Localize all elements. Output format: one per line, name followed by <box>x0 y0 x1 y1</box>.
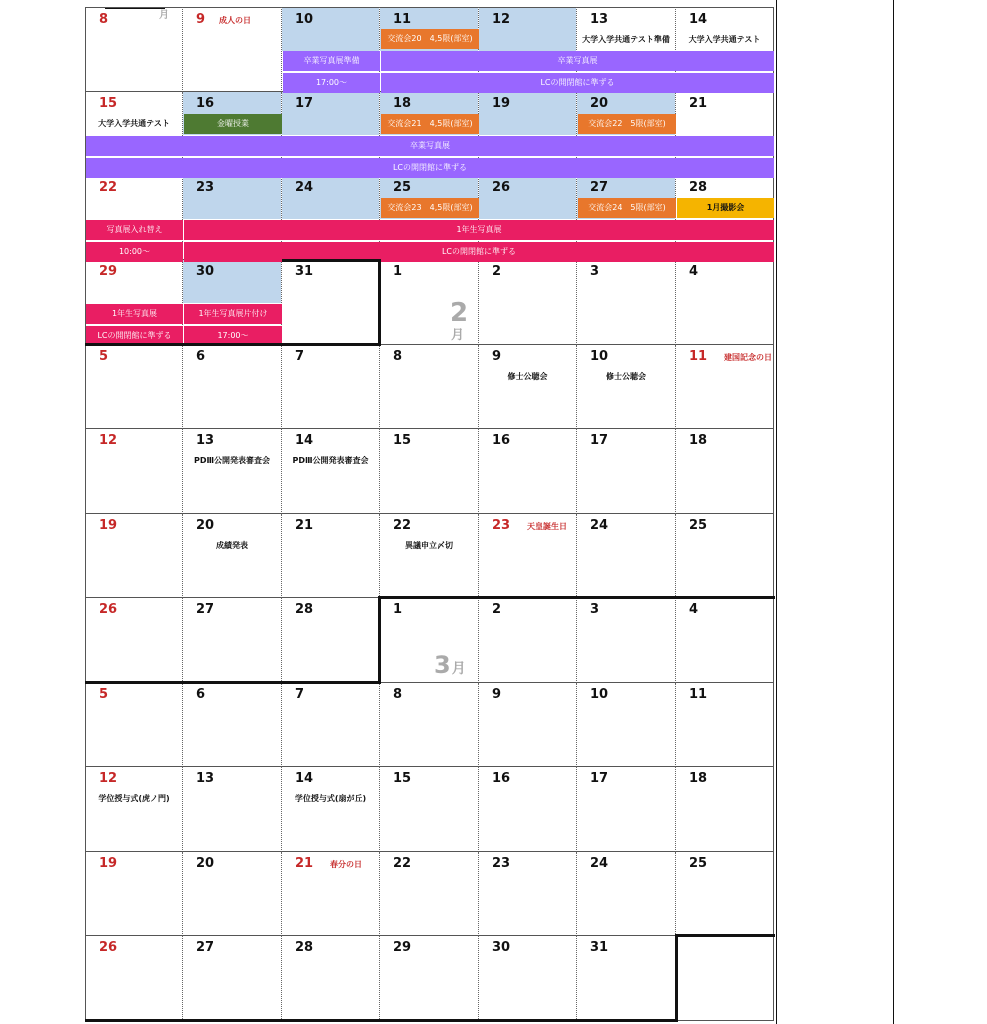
day-number: 23 <box>196 180 215 195</box>
calendar-day-cell[interactable] <box>676 852 774 936</box>
month-boundary-line <box>85 681 381 684</box>
calendar-day-cell[interactable] <box>183 345 282 429</box>
event-bar[interactable]: 交流会21 4,5限(部室) <box>381 114 479 134</box>
day-number: 10 <box>590 349 609 364</box>
calendar-day-cell[interactable] <box>577 767 676 852</box>
event-bar[interactable]: 1年生写真展片付け <box>184 304 282 324</box>
day-number: 26 <box>492 180 511 195</box>
calendar-day-cell[interactable] <box>479 429 577 514</box>
day-number: 25 <box>393 180 412 195</box>
month-boundary-line <box>85 343 381 346</box>
day-number: 20 <box>196 856 215 871</box>
calendar-day-cell[interactable] <box>676 936 774 1021</box>
day-number: 21 <box>295 856 314 871</box>
month-unit: 月 <box>451 328 465 343</box>
day-number: 25 <box>689 856 708 871</box>
day-number: 27 <box>590 180 609 195</box>
calendar-day-cell[interactable] <box>282 345 380 429</box>
month-boundary-line <box>676 934 775 937</box>
calendar-day-cell[interactable] <box>183 7 282 92</box>
calendar-day-cell[interactable] <box>380 345 479 429</box>
calendar-day-cell[interactable] <box>183 598 282 683</box>
day-number: 26 <box>99 602 118 617</box>
calendar-day-cell[interactable] <box>380 767 479 852</box>
day-number: 17 <box>295 96 314 111</box>
day-number: 19 <box>492 96 511 111</box>
calendar-day-cell[interactable] <box>282 683 380 767</box>
event-bar[interactable]: LCの開閉館に準ずる <box>184 242 774 262</box>
calendar-day-cell[interactable] <box>282 260 380 345</box>
day-number: 13 <box>196 771 215 786</box>
day-number: 28 <box>295 940 314 955</box>
divider <box>105 8 165 9</box>
event-bar[interactable]: LCの開閉館に準ずる <box>86 326 183 346</box>
calendar-day-cell[interactable] <box>577 345 676 429</box>
day-number: 27 <box>196 940 215 955</box>
day-event-label: PDⅢ公開発表審査会 <box>292 456 369 465</box>
calendar-day-cell[interactable] <box>676 683 774 767</box>
event-bar[interactable]: 10:00～ <box>86 242 183 262</box>
calendar-day-cell[interactable] <box>282 767 380 852</box>
page-divider <box>776 0 777 1024</box>
day-number: 25 <box>689 518 708 533</box>
day-number: 6 <box>196 349 206 364</box>
day-event-label: PDⅢ公開発表審査会 <box>193 456 271 465</box>
day-number: 1 <box>393 602 403 617</box>
day-number: 5 <box>99 687 109 702</box>
month-boundary-line <box>378 259 381 346</box>
day-event-label: 大学入学共通テスト準備 <box>582 35 670 44</box>
event-bar[interactable]: 卒業写真展 <box>86 136 774 156</box>
day-number: 27 <box>196 602 215 617</box>
day-number: 9 <box>492 349 502 364</box>
event-bar[interactable]: 17:00～ <box>184 326 282 346</box>
day-number: 3 <box>590 602 600 617</box>
calendar-day-cell[interactable] <box>380 852 479 936</box>
calendar-day-cell[interactable] <box>479 852 577 936</box>
calendar-day-cell[interactable] <box>282 936 380 1021</box>
day-number: 22 <box>99 180 118 195</box>
day-number: 11 <box>689 687 708 702</box>
calendar-day-cell[interactable] <box>577 429 676 514</box>
calendar-day-cell[interactable] <box>479 260 577 345</box>
calendar-day-cell[interactable] <box>282 598 380 683</box>
day-number: 15 <box>99 96 118 111</box>
calendar-day-cell[interactable] <box>479 598 577 683</box>
day-number: 16 <box>492 433 511 448</box>
day-number: 6 <box>196 687 206 702</box>
day-number: 5 <box>99 349 109 364</box>
calendar-day-cell[interactable] <box>183 683 282 767</box>
month-boundary-line <box>675 934 678 1022</box>
day-number: 10 <box>295 12 314 27</box>
calendar-day-cell[interactable] <box>380 514 479 598</box>
day-number: 12 <box>492 12 511 27</box>
calendar-day-cell[interactable] <box>479 514 577 598</box>
month-marker <box>434 651 466 679</box>
day-number: 23 <box>492 518 511 533</box>
day-number: 20 <box>196 518 215 533</box>
calendar-day-cell[interactable] <box>479 767 577 852</box>
calendar-day-cell[interactable] <box>282 514 380 598</box>
event-bar[interactable]: 交流会23 4,5限(部室) <box>381 198 479 218</box>
day-number: 26 <box>99 940 118 955</box>
calendar-day-cell[interactable] <box>183 767 282 852</box>
calendar-day-cell[interactable] <box>577 260 676 345</box>
month-unit: 月 <box>451 661 466 677</box>
calendar-day-cell[interactable] <box>479 683 577 767</box>
calendar-day-cell[interactable] <box>183 429 282 514</box>
holiday-label: 天皇誕生日 <box>527 522 567 531</box>
calendar-day-cell[interactable] <box>85 598 183 683</box>
day-event-label: 学位授与式(扇が丘) <box>294 794 367 803</box>
day-number: 17 <box>590 433 609 448</box>
day-number: 18 <box>393 96 412 111</box>
day-number: 4 <box>689 602 699 617</box>
day-number: 30 <box>196 264 215 279</box>
month-marker <box>158 3 169 22</box>
day-number: 30 <box>492 940 511 955</box>
calendar-day-cell[interactable] <box>380 936 479 1021</box>
event-bar[interactable]: 1年生写真展 <box>184 220 774 240</box>
month-number: 2 <box>450 298 469 328</box>
calendar-day-cell[interactable] <box>183 514 282 598</box>
day-number: 1 <box>393 264 403 279</box>
month-marker <box>450 298 468 343</box>
day-number: 10 <box>590 687 609 702</box>
month-boundary-line <box>378 596 381 683</box>
day-number: 29 <box>99 264 118 279</box>
day-number: 28 <box>295 602 314 617</box>
day-number: 19 <box>99 518 118 533</box>
calendar-day-cell[interactable] <box>380 683 479 767</box>
day-number: 29 <box>393 940 412 955</box>
calendar-day-cell[interactable] <box>183 852 282 936</box>
day-number: 14 <box>689 12 708 27</box>
event-bar[interactable]: LCの開閉館に準ずる <box>86 158 774 178</box>
day-number: 20 <box>590 96 609 111</box>
day-number: 14 <box>295 433 314 448</box>
day-number: 31 <box>590 940 609 955</box>
day-event-label: 修士公聴会 <box>606 372 646 381</box>
day-number: 24 <box>590 856 609 871</box>
calendar-day-cell[interactable] <box>676 514 774 598</box>
month-boundary-line <box>282 259 381 262</box>
calendar-day-cell[interactable] <box>676 429 774 514</box>
event-bar[interactable]: 交流会22 5限(部室) <box>578 114 676 134</box>
calendar-day-cell[interactable] <box>577 514 676 598</box>
event-bar[interactable]: 1月撮影会 <box>677 198 774 218</box>
calendar-day-cell[interactable] <box>676 598 774 683</box>
event-bar[interactable]: 1年生写真展 <box>86 304 183 324</box>
day-number: 22 <box>393 856 412 871</box>
day-number: 15 <box>393 433 412 448</box>
calendar-day-cell[interactable] <box>85 345 183 429</box>
day-number: 16 <box>492 771 511 786</box>
calendar-day-cell[interactable] <box>380 429 479 514</box>
day-number: 17 <box>590 771 609 786</box>
calendar-day-cell[interactable] <box>85 514 183 598</box>
calendar-day-cell[interactable] <box>85 767 183 852</box>
event-bar[interactable]: 17:00～ <box>283 73 380 93</box>
day-event-label: 異議申立〆切 <box>405 541 453 550</box>
page-divider <box>893 0 894 1024</box>
event-bar[interactable]: 卒業写真展 <box>381 51 774 71</box>
day-number: 7 <box>295 687 305 702</box>
calendar-day-cell[interactable] <box>676 260 774 345</box>
calendar-day-cell[interactable] <box>479 345 577 429</box>
day-event-label: 大学入学共通テスト <box>688 35 761 44</box>
event-bar[interactable]: LCの開閉館に準ずる <box>381 73 774 93</box>
day-number: 2 <box>492 264 502 279</box>
day-event-label: 成績発表 <box>216 541 248 550</box>
calendar-day-cell[interactable] <box>85 936 183 1021</box>
day-number: 15 <box>393 771 412 786</box>
month-boundary-line <box>85 1019 677 1022</box>
day-number: 21 <box>295 518 314 533</box>
calendar-day-cell[interactable] <box>577 683 676 767</box>
day-number: 13 <box>196 433 215 448</box>
day-event-label: 学位授与式(虎ノ門) <box>98 794 170 803</box>
holiday-label: 建国記念の日 <box>724 353 772 362</box>
event-bar[interactable]: 写真展入れ替え <box>86 220 183 240</box>
calendar-day-cell[interactable] <box>577 936 676 1021</box>
day-number: 23 <box>492 856 511 871</box>
event-bar[interactable]: 交流会20 4,5限(部室) <box>381 29 479 49</box>
day-number: 8 <box>99 12 109 27</box>
calendar-day-cell[interactable] <box>577 598 676 683</box>
day-number: 12 <box>99 433 118 448</box>
day-number: 8 <box>393 349 403 364</box>
event-bar[interactable]: 金曜授業 <box>184 114 282 134</box>
day-event-label: 大学入学共通テスト <box>98 119 170 128</box>
calendar-day-cell[interactable] <box>676 345 774 429</box>
holiday-label: 成人の日 <box>219 16 251 25</box>
day-number: 16 <box>196 96 215 111</box>
month-number: 3 <box>434 651 451 679</box>
calendar-day-cell[interactable] <box>282 852 380 936</box>
day-number: 8 <box>393 687 403 702</box>
day-number: 11 <box>393 12 412 27</box>
day-number: 2 <box>492 602 502 617</box>
month-boundary-line <box>380 596 775 599</box>
calendar-day-cell[interactable] <box>183 936 282 1021</box>
day-number: 18 <box>689 433 708 448</box>
calendar-day-cell[interactable] <box>282 429 380 514</box>
calendar-day-cell[interactable] <box>85 852 183 936</box>
day-number: 18 <box>689 771 708 786</box>
calendar-day-cell[interactable] <box>85 683 183 767</box>
calendar-day-cell[interactable] <box>85 429 183 514</box>
calendar-day-cell[interactable] <box>676 767 774 852</box>
day-number: 19 <box>99 856 118 871</box>
day-number: 21 <box>689 96 708 111</box>
calendar-day-cell[interactable] <box>577 852 676 936</box>
day-number: 31 <box>295 264 314 279</box>
day-number: 12 <box>99 771 118 786</box>
month-unit: 月 <box>159 10 169 21</box>
event-bar[interactable]: 卒業写真展準備 <box>283 51 380 71</box>
day-number: 7 <box>295 349 305 364</box>
holiday-label: 春分の日 <box>330 860 362 869</box>
day-number: 13 <box>590 12 609 27</box>
day-number: 3 <box>590 264 600 279</box>
day-event-label: 修士公聴会 <box>507 372 548 381</box>
day-number: 14 <box>295 771 314 786</box>
day-number: 24 <box>295 180 314 195</box>
day-number: 9 <box>196 12 206 27</box>
day-number: 22 <box>393 518 412 533</box>
event-bar[interactable]: 交流会24 5限(部室) <box>578 198 676 218</box>
day-number: 4 <box>689 264 699 279</box>
day-number: 24 <box>590 518 609 533</box>
day-number: 9 <box>492 687 502 702</box>
day-number: 11 <box>689 349 708 364</box>
calendar-day-cell[interactable] <box>479 936 577 1021</box>
day-number: 28 <box>689 180 708 195</box>
